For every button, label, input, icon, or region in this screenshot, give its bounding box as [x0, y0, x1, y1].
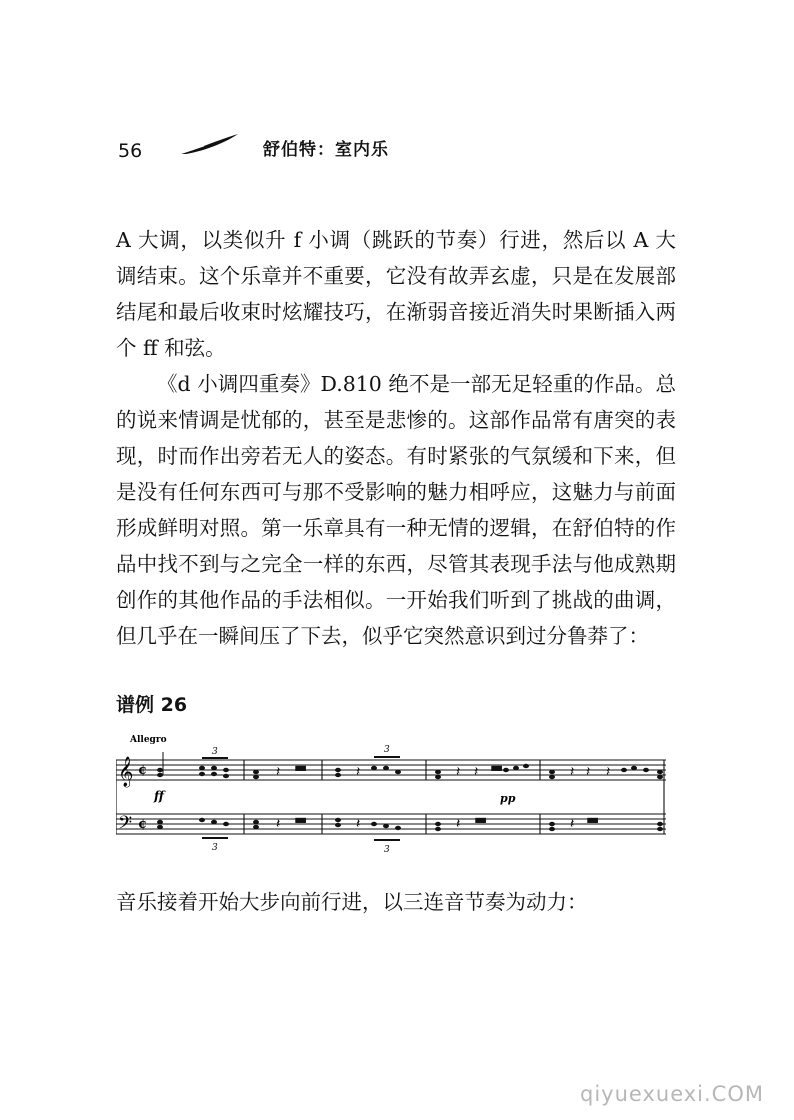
svg-text:𝄽: 𝄽	[570, 816, 575, 832]
dynamic-ff: ff	[154, 789, 164, 803]
bass-staff	[116, 814, 666, 834]
body-text	[116, 222, 676, 654]
triplet-mark: 3	[212, 747, 218, 757]
bass-clef: 𝄢	[118, 813, 133, 838]
running-title: 舒伯特：室内乐	[263, 140, 389, 160]
svg-text:𝄽: 𝄽	[586, 764, 591, 780]
paragraph-1: A 大调，以类似升 f 小调（跳跃的节奏）行进，然后以 A 大调结束。这个乐章并不重要，它没有故弄玄虚，只是在发展部结尾和最后收束时炫耀技巧，在渐弱音接近消失时果断插入两个 ff 和弦。	[116, 228, 676, 360]
paragraph-2: 《d 小调四重奏》D.810 绝不是一部无足轻重的作品。总的说来情调是忧郁的，甚至是悲惨的。这部作品常有唐突的表现，时而作出旁若无人的姿态。有时紧张的气氛缓和下来，但是没有任何东西可与那不受影响的魅力相呼应，这魅力与前面形成鲜明对照。第一乐章具有一种无情的逻辑，在舒伯特的作品中找不到与之完全一样的东西，尽管其表现手法与他成熟期创作的其他作品的手法相似。一开始我们听到了挑战的曲调，但几乎在一瞬间压了下去，似乎它突然意识到过分鲁莽了：	[116, 372, 676, 648]
svg-text:¢: ¢	[138, 763, 148, 778]
svg-text:▬: ▬	[294, 760, 308, 776]
watermark: qiyuexuexi.COM	[580, 1082, 764, 1106]
treble-clef: 𝄞	[118, 757, 134, 787]
svg-text:𝄽: 𝄽	[474, 764, 479, 780]
svg-text:𝄽: 𝄽	[276, 816, 281, 832]
svg-text:▬: ▬	[490, 760, 504, 776]
svg-text:▬: ▬	[294, 812, 308, 828]
svg-text:𝄽: 𝄽	[606, 764, 611, 780]
barlines	[116, 760, 664, 834]
svg-text:𝄽: 𝄽	[456, 816, 461, 832]
svg-text:¢: ¢	[138, 817, 148, 832]
tempo-marking: Allegro	[130, 735, 167, 745]
page-number: 56	[118, 140, 143, 162]
quill-icon	[178, 132, 240, 156]
svg-text:𝄽: 𝄽	[456, 764, 461, 780]
svg-text:3: 3	[212, 843, 218, 853]
svg-text:▬: ▬	[586, 812, 600, 828]
svg-text:𝄽: 𝄽	[276, 764, 281, 780]
svg-text:3: 3	[384, 845, 390, 854]
example-label: 谱例 26	[116, 694, 188, 716]
treble-staff	[116, 760, 666, 780]
svg-text:3: 3	[384, 745, 390, 755]
dynamic-pp: pp	[500, 792, 516, 805]
svg-text:𝄽: 𝄽	[570, 764, 575, 780]
svg-text:𝄽: 𝄽	[356, 816, 361, 832]
closing-paragraph: 音乐接着开始大步向前行进，以三连音节奏为动力：	[116, 890, 588, 914]
svg-text:𝄽: 𝄽	[356, 764, 361, 780]
svg-text:▬: ▬	[474, 812, 488, 828]
music-score	[116, 730, 672, 854]
